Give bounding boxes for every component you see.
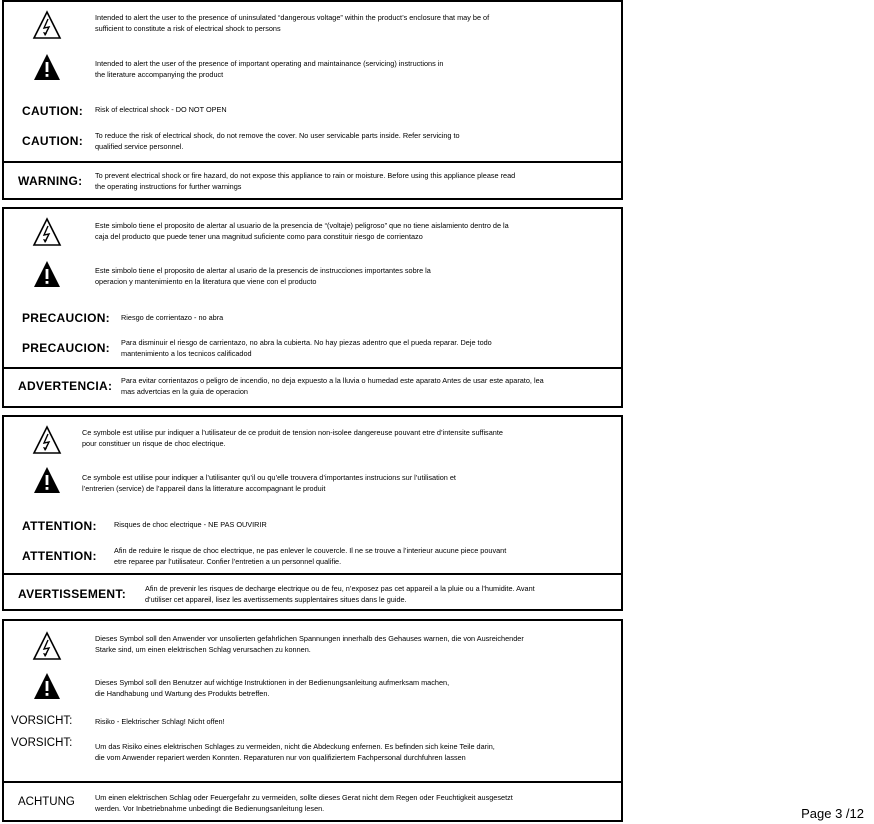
exclamation-icon-description: Intended to alert the user of the presence of important operating and maintainance (servicing) instructions in the literature accompanying the product bbox=[95, 59, 444, 79]
warning-section-french bbox=[2, 415, 623, 611]
exclamation-icon-description: Dieses Symbol soll den Benutzer auf wichtige Instruktionen in der Bedienungsanleitung aufmerksam machen, die Handhabung und Wartung des Produkts betreffen. bbox=[95, 678, 450, 698]
exclamation-icon-description: Este simbolo tiene el proposito de alertar al usario de la presencis de instrucciones importantes sobre la operacion y mantenimiento en la literatura que viene con el producto bbox=[95, 266, 431, 286]
electrical-shock-warning-icon bbox=[32, 631, 62, 661]
caution-text: Um das Risiko eines elektrischen Schlages zu vermeiden, nicht die Abdeckung enfernen. Es befinden sich keine Teile darin, die vom Anwender repariert werden Konnten. Reparaturen nur von qualifiziertem Fachpersonal durchfuhren lassen bbox=[95, 742, 495, 762]
section-divider bbox=[4, 161, 621, 163]
shock-icon-description: Intended to alert the user to the presence of uninsulated “dangerous voltage” within the product’s enclosure that may be of sufficient to constitute a risk of electrical shock to persons bbox=[95, 13, 490, 33]
caution-text: Riesgo de corrientazo - no abra bbox=[121, 313, 224, 322]
caution-label: ATTENTION: bbox=[22, 549, 97, 563]
shock-icon-description: Este simbolo tiene el proposito de alertar al usuario de la presencia de “(voltaje) peligroso” que no tiene aislamiento dentro de la caja del producto que puede tener una magnitud suficiente como para constituir riesgo de corrientazo bbox=[95, 221, 509, 241]
caution-label: CAUTION: bbox=[22, 104, 84, 118]
warning-text: Um einen elektrischen Schlag oder Feuergefahr zu vermeiden, sollte dieses Gerat nicht dem Regen oder Feuchtigkeit ausgesetzt werden. Vor Inbetriebnahme unbedingt die Bedienungsanleitung lesen. bbox=[95, 793, 513, 813]
warning-text: Afin de prevenir les risques de decharge electrique ou de feu, n’exposez pas cet appareil a la pluie ou a l’humidite. Avant d’utiliser cet appareil, lisez les avertissements supplentaires situes dans le guide. bbox=[145, 584, 535, 604]
caution-label: PRECAUCION: bbox=[22, 341, 110, 355]
caution-text: Risk of electrical shock - DO NOT OPEN bbox=[95, 105, 227, 114]
warning-section-german bbox=[2, 619, 623, 822]
exclamation-warning-icon bbox=[32, 52, 62, 82]
exclamation-icon-description: Ce symbole est utilise pour indiquer a l’utilisanter qu’il ou qu’elle trouvera d’importantes instrucions sur l’utilisation et l’entrerien (service) de l’appareil dans la litterature accompagnant le produit bbox=[82, 473, 456, 493]
caution-text: Risques de choc electrique - NE PAS OUVIRIR bbox=[114, 520, 267, 529]
warning-text: To prevent electrical shock or fire hazard, do not expose this appliance to rain or moisture. Before using this appliance please read the operating instructions for further warnings bbox=[95, 171, 516, 191]
warning-label: WARNING: bbox=[18, 174, 83, 188]
caution-text: Para disminuir el riesgo de carrientazo, no abra la cubierta. No hay piezas adentro que el pueda reparar. Deje todo mantenimiento a los tecnicos calificadod bbox=[121, 338, 492, 358]
electrical-shock-warning-icon bbox=[32, 217, 62, 247]
caution-label: VORSICHT: bbox=[11, 715, 73, 727]
caution-label: PRECAUCION: bbox=[22, 311, 110, 325]
page-number: Page 3 /12 bbox=[801, 806, 864, 821]
section-divider bbox=[4, 781, 621, 783]
warning-section-spanish bbox=[2, 207, 623, 408]
caution-label: ATTENTION: bbox=[22, 519, 97, 533]
caution-label: VORSICHT: bbox=[11, 737, 73, 749]
electrical-shock-warning-icon bbox=[32, 10, 62, 40]
section-divider bbox=[4, 367, 621, 369]
exclamation-warning-icon bbox=[32, 259, 62, 289]
shock-icon-description: Dieses Symbol soll den Anwender vor unsolierten gefahrlichen Spannungen innerhalb des Gehauses warnen, die von Ausreichender Starke sind, um einen elektrischen Schlag verursachen zu konnen. bbox=[95, 634, 524, 654]
warning-label: AVERTISSEMENT: bbox=[18, 587, 126, 601]
section-divider bbox=[4, 573, 621, 575]
exclamation-warning-icon bbox=[32, 465, 62, 495]
caution-label: CAUTION: bbox=[22, 134, 84, 148]
caution-text: Risiko - Elektrischer Schlag! Nicht offen! bbox=[95, 717, 225, 726]
caution-text: To reduce the risk of electrical shock, do not remove the cover. No user servicable parts inside. Refer servicing to qualified service personnel. bbox=[95, 131, 460, 151]
electrical-shock-warning-icon bbox=[32, 425, 62, 455]
shock-icon-description: Ce symbole est utilise pur indiquer a l’utilisateur de ce produit de tension non-isolee dangereuse pouvant etre d’intensite suffisante pour constituer un risque de choc electrique. bbox=[82, 428, 503, 448]
warning-label: ADVERTENCIA: bbox=[18, 379, 113, 393]
caution-text: Afin de reduire le risque de choc electrique, ne pas enlever le couvercle. Il ne se trouve a l’interieur aucune piece pouvant etre reparee par l’utilisateur. Confier l’entretien a un personnel qualifie. bbox=[114, 546, 507, 566]
warning-text: Para evitar corrientazos o peligro de incendio, no deja expuesto a la lluvia o humedad este aparato Antes de usar este aparato, lea mas advertcias en la guia de operacion bbox=[121, 376, 544, 396]
exclamation-warning-icon bbox=[32, 671, 62, 701]
warning-label: ACHTUNG bbox=[18, 796, 75, 808]
warning-section-english bbox=[2, 0, 623, 200]
